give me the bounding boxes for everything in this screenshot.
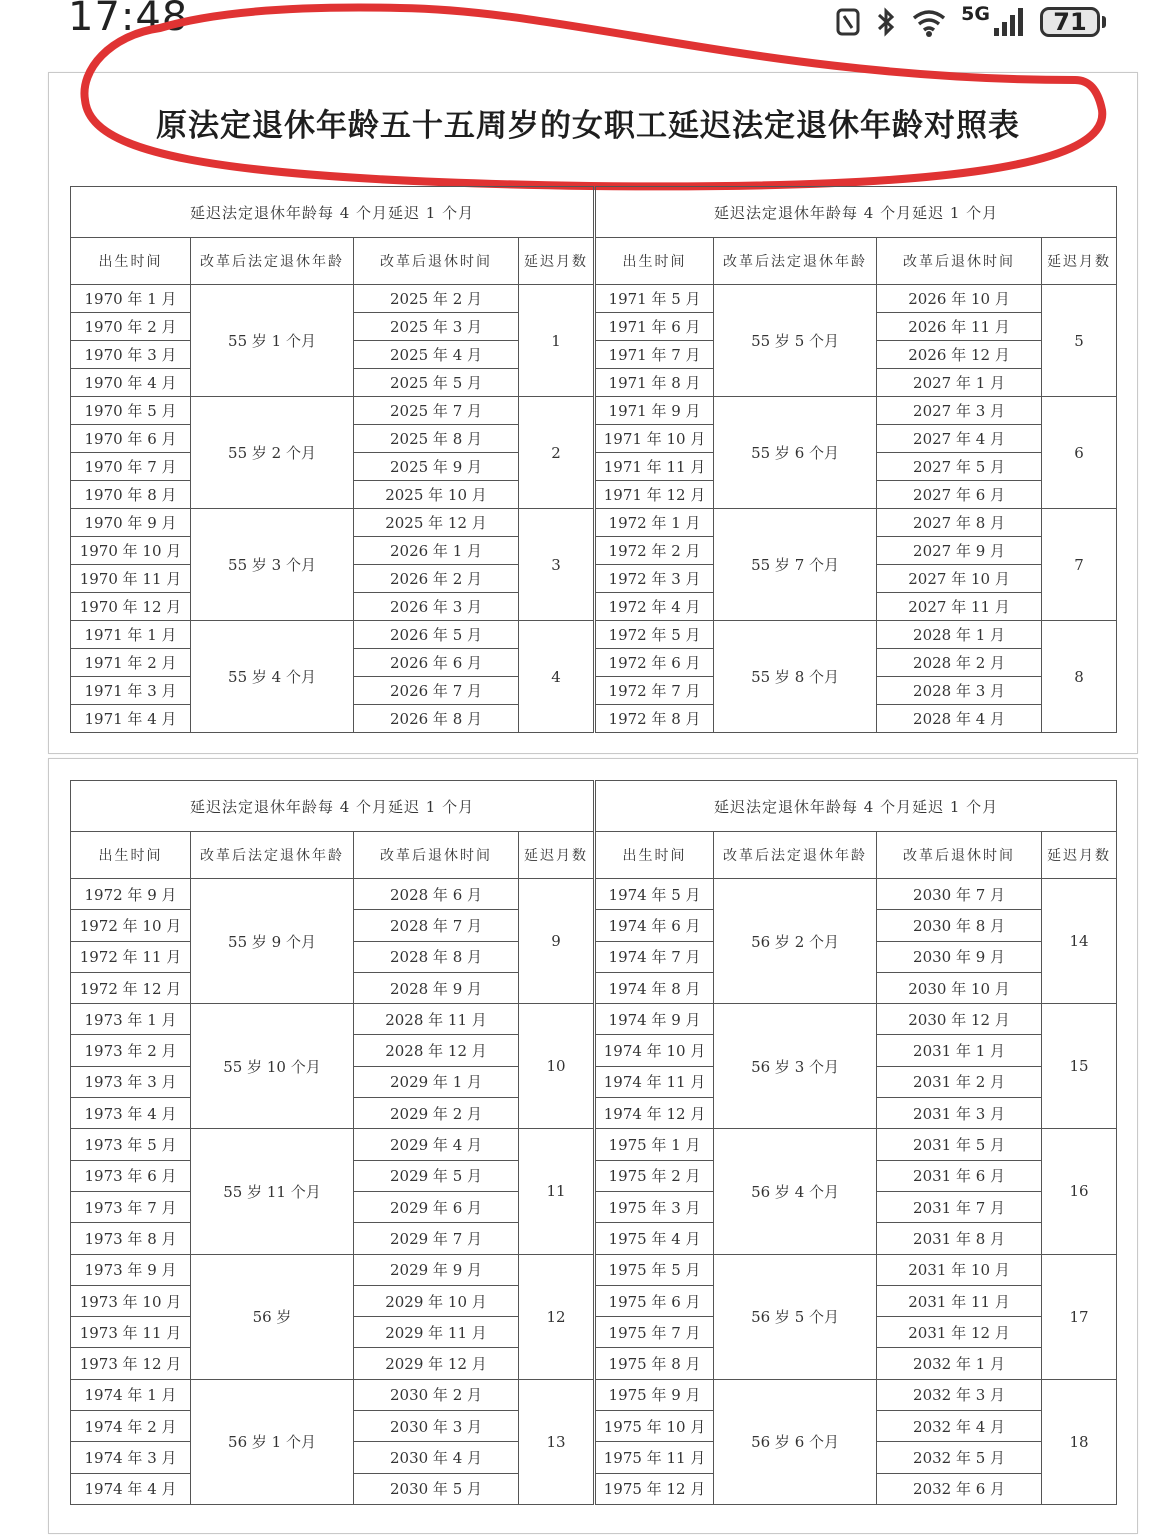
retirement-date-cell: 2029 年 7 月 bbox=[354, 1223, 519, 1254]
birth-date-cell: 1972 年 6 月 bbox=[595, 649, 714, 677]
delay-months-cell: 16 bbox=[1042, 1129, 1117, 1254]
column-header: 延迟月数 bbox=[1042, 832, 1117, 879]
retirement-date-cell: 2027 年 10 月 bbox=[877, 565, 1042, 593]
delay-months-cell: 11 bbox=[519, 1129, 595, 1254]
retirement-date-cell: 2030 年 12 月 bbox=[877, 1004, 1042, 1035]
birth-date-cell: 1970 年 7 月 bbox=[71, 453, 191, 481]
retirement-date-cell: 2031 年 5 月 bbox=[877, 1129, 1042, 1160]
retirement-age-cell: 55 岁 9 个月 bbox=[191, 879, 354, 1004]
retirement-date-cell: 2031 年 2 月 bbox=[877, 1066, 1042, 1097]
retirement-date-cell: 2029 年 11 月 bbox=[354, 1317, 519, 1348]
bluetooth-icon bbox=[875, 6, 897, 38]
birth-date-cell: 1970 年 2 月 bbox=[71, 313, 191, 341]
retirement-date-cell: 2029 年 10 月 bbox=[354, 1285, 519, 1316]
table-row bbox=[71, 1379, 1117, 1410]
column-header: 出生时间 bbox=[71, 832, 191, 879]
birth-date-cell: 1970 年 9 月 bbox=[71, 509, 191, 537]
birth-date-cell: 1971 年 11 月 bbox=[595, 453, 714, 481]
retirement-date-cell: 2032 年 4 月 bbox=[877, 1411, 1042, 1442]
birth-date-cell: 1972 年 12 月 bbox=[71, 972, 191, 1003]
retirement-date-cell: 2025 年 3 月 bbox=[354, 313, 519, 341]
retirement-date-cell: 2028 年 1 月 bbox=[877, 621, 1042, 649]
table-row bbox=[71, 1254, 1117, 1285]
delay-months-cell: 14 bbox=[1042, 879, 1117, 1004]
retirement-age-cell: 55 岁 11 个月 bbox=[191, 1129, 354, 1254]
birth-date-cell: 1973 年 11 月 bbox=[71, 1317, 191, 1348]
retirement-date-cell: 2027 年 4 月 bbox=[877, 425, 1042, 453]
lookup-table-1 bbox=[70, 186, 1117, 733]
wifi-icon bbox=[911, 6, 947, 38]
battery-indicator bbox=[1040, 7, 1106, 37]
birth-date-cell: 1974 年 1 月 bbox=[71, 1379, 191, 1410]
retirement-date-cell: 2028 年 12 月 bbox=[354, 1035, 519, 1066]
birth-date-cell: 1970 年 11 月 bbox=[71, 565, 191, 593]
birth-date-cell: 1970 年 4 月 bbox=[71, 369, 191, 397]
birth-date-cell: 1973 年 5 月 bbox=[71, 1129, 191, 1160]
retirement-date-cell: 2028 年 9 月 bbox=[354, 972, 519, 1003]
retirement-date-cell: 2026 年 3 月 bbox=[354, 593, 519, 621]
birth-date-cell: 1972 年 11 月 bbox=[71, 941, 191, 972]
nfc-icon bbox=[835, 6, 861, 38]
birth-date-cell: 1975 年 12 月 bbox=[595, 1473, 714, 1504]
retirement-age-cell: 55 岁 1 个月 bbox=[191, 285, 354, 397]
column-header: 出生时间 bbox=[595, 832, 714, 879]
birth-date-cell: 1974 年 5 月 bbox=[595, 879, 714, 910]
retirement-date-cell: 2030 年 9 月 bbox=[877, 941, 1042, 972]
birth-date-cell: 1974 年 3 月 bbox=[71, 1442, 191, 1473]
birth-date-cell: 1975 年 6 月 bbox=[595, 1285, 714, 1316]
retirement-date-cell: 2032 年 1 月 bbox=[877, 1348, 1042, 1379]
column-header-row bbox=[71, 238, 1117, 285]
retirement-age-cell: 55 岁 8 个月 bbox=[714, 621, 877, 733]
birth-date-cell: 1971 年 9 月 bbox=[595, 397, 714, 425]
battery-level: 71 bbox=[1040, 7, 1100, 37]
birth-date-cell: 1974 年 11 月 bbox=[595, 1066, 714, 1097]
birth-date-cell: 1971 年 1 月 bbox=[71, 621, 191, 649]
section-header-right: 延迟法定退休年龄每 4 个月延迟 1 个月 bbox=[595, 187, 1117, 238]
retirement-age-cell: 56 岁 5 个月 bbox=[714, 1254, 877, 1379]
birth-date-cell: 1970 年 1 月 bbox=[71, 285, 191, 313]
retirement-age-cell: 56 岁 6 个月 bbox=[714, 1379, 877, 1504]
birth-date-cell: 1975 年 9 月 bbox=[595, 1379, 714, 1410]
retirement-date-cell: 2031 年 8 月 bbox=[877, 1223, 1042, 1254]
retirement-date-cell: 2028 年 7 月 bbox=[354, 910, 519, 941]
retirement-date-cell: 2030 年 7 月 bbox=[877, 879, 1042, 910]
birth-date-cell: 1974 年 10 月 bbox=[595, 1035, 714, 1066]
status-bar bbox=[0, 0, 1176, 48]
table-row bbox=[71, 397, 1117, 425]
lookup-table-2 bbox=[70, 780, 1117, 1505]
table-header-row bbox=[71, 781, 1117, 832]
retirement-age-cell: 55 岁 4 个月 bbox=[191, 621, 354, 733]
retirement-date-cell: 2031 年 1 月 bbox=[877, 1035, 1042, 1066]
column-header: 改革后退休时间 bbox=[354, 832, 519, 879]
retirement-date-cell: 2031 年 6 月 bbox=[877, 1160, 1042, 1191]
birth-date-cell: 1974 年 4 月 bbox=[71, 1473, 191, 1504]
birth-date-cell: 1973 年 10 月 bbox=[71, 1285, 191, 1316]
retirement-date-cell: 2032 年 6 月 bbox=[877, 1473, 1042, 1504]
birth-date-cell: 1970 年 6 月 bbox=[71, 425, 191, 453]
birth-date-cell: 1971 年 6 月 bbox=[595, 313, 714, 341]
retirement-date-cell: 2031 年 7 月 bbox=[877, 1191, 1042, 1222]
retirement-age-cell: 55 岁 10 个月 bbox=[191, 1004, 354, 1129]
retirement-date-cell: 2030 年 10 月 bbox=[877, 972, 1042, 1003]
retirement-date-cell: 2032 年 3 月 bbox=[877, 1379, 1042, 1410]
birth-date-cell: 1975 年 7 月 bbox=[595, 1317, 714, 1348]
retirement-date-cell: 2029 年 4 月 bbox=[354, 1129, 519, 1160]
column-header: 延迟月数 bbox=[519, 832, 595, 879]
delay-months-cell: 17 bbox=[1042, 1254, 1117, 1379]
retirement-date-cell: 2029 年 12 月 bbox=[354, 1348, 519, 1379]
birth-date-cell: 1971 年 12 月 bbox=[595, 481, 714, 509]
retirement-date-cell: 2030 年 2 月 bbox=[354, 1379, 519, 1410]
column-header: 改革后法定退休年龄 bbox=[191, 238, 354, 285]
retirement-date-cell: 2025 年 2 月 bbox=[354, 285, 519, 313]
retirement-age-cell: 55 岁 5 个月 bbox=[714, 285, 877, 397]
retirement-date-cell: 2025 年 4 月 bbox=[354, 341, 519, 369]
retirement-date-cell: 2028 年 2 月 bbox=[877, 649, 1042, 677]
retirement-date-cell: 2026 年 1 月 bbox=[354, 537, 519, 565]
column-header: 出生时间 bbox=[595, 238, 714, 285]
birth-date-cell: 1971 年 8 月 bbox=[595, 369, 714, 397]
column-header: 改革后退休时间 bbox=[877, 238, 1042, 285]
table-row bbox=[71, 621, 1117, 649]
birth-date-cell: 1972 年 8 月 bbox=[595, 705, 714, 733]
retirement-date-cell: 2026 年 5 月 bbox=[354, 621, 519, 649]
birth-date-cell: 1974 年 2 月 bbox=[71, 1411, 191, 1442]
retirement-age-cell: 55 岁 7 个月 bbox=[714, 509, 877, 621]
birth-date-cell: 1975 年 5 月 bbox=[595, 1254, 714, 1285]
retirement-date-cell: 2025 年 9 月 bbox=[354, 453, 519, 481]
birth-date-cell: 1975 年 3 月 bbox=[595, 1191, 714, 1222]
birth-date-cell: 1972 年 10 月 bbox=[71, 910, 191, 941]
table-row bbox=[71, 509, 1117, 537]
retirement-date-cell: 2027 年 6 月 bbox=[877, 481, 1042, 509]
birth-date-cell: 1971 年 2 月 bbox=[71, 649, 191, 677]
retirement-date-cell: 2027 年 8 月 bbox=[877, 509, 1042, 537]
retirement-date-cell: 2032 年 5 月 bbox=[877, 1442, 1042, 1473]
retirement-date-cell: 2027 年 1 月 bbox=[877, 369, 1042, 397]
birth-date-cell: 1970 年 10 月 bbox=[71, 537, 191, 565]
retirement-age-cell: 55 岁 6 个月 bbox=[714, 397, 877, 509]
delay-months-cell: 6 bbox=[1042, 397, 1117, 509]
retirement-date-cell: 2028 年 8 月 bbox=[354, 941, 519, 972]
retirement-date-cell: 2027 年 3 月 bbox=[877, 397, 1042, 425]
delay-months-cell: 18 bbox=[1042, 1379, 1117, 1504]
birth-date-cell: 1972 年 2 月 bbox=[595, 537, 714, 565]
birth-date-cell: 1972 年 4 月 bbox=[595, 593, 714, 621]
birth-date-cell: 1971 年 4 月 bbox=[71, 705, 191, 733]
retirement-date-cell: 2030 年 4 月 bbox=[354, 1442, 519, 1473]
birth-date-cell: 1974 年 8 月 bbox=[595, 972, 714, 1003]
delay-months-cell: 5 bbox=[1042, 285, 1117, 397]
birth-date-cell: 1973 年 1 月 bbox=[71, 1004, 191, 1035]
network-type: 5G bbox=[961, 3, 990, 25]
retirement-age-cell: 56 岁 3 个月 bbox=[714, 1004, 877, 1129]
retirement-date-cell: 2025 年 10 月 bbox=[354, 481, 519, 509]
table-header-row bbox=[71, 187, 1117, 238]
section-header-left: 延迟法定退休年龄每 4 个月延迟 1 个月 bbox=[71, 781, 595, 832]
delay-months-cell: 8 bbox=[1042, 621, 1117, 733]
retirement-date-cell: 2028 年 3 月 bbox=[877, 677, 1042, 705]
delay-months-cell: 13 bbox=[519, 1379, 595, 1504]
retirement-age-cell: 55 岁 3 个月 bbox=[191, 509, 354, 621]
column-header: 改革后退休时间 bbox=[354, 238, 519, 285]
retirement-date-cell: 2027 年 11 月 bbox=[877, 593, 1042, 621]
birth-date-cell: 1971 年 10 月 bbox=[595, 425, 714, 453]
retirement-date-cell: 2028 年 11 月 bbox=[354, 1004, 519, 1035]
table-row bbox=[71, 879, 1117, 910]
retirement-date-cell: 2025 年 8 月 bbox=[354, 425, 519, 453]
delay-months-cell: 1 bbox=[519, 285, 595, 397]
birth-date-cell: 1973 年 2 月 bbox=[71, 1035, 191, 1066]
birth-date-cell: 1975 年 11 月 bbox=[595, 1442, 714, 1473]
column-header: 改革后法定退休年龄 bbox=[714, 832, 877, 879]
document-title: 原法定退休年龄五十五周岁的女职工延迟法定退休年龄对照表 bbox=[156, 108, 1020, 144]
column-header: 改革后法定退休年龄 bbox=[191, 832, 354, 879]
table-row bbox=[71, 1004, 1117, 1035]
birth-date-cell: 1974 年 7 月 bbox=[595, 941, 714, 972]
table-row bbox=[71, 1129, 1117, 1160]
birth-date-cell: 1971 年 3 月 bbox=[71, 677, 191, 705]
birth-date-cell: 1971 年 5 月 bbox=[595, 285, 714, 313]
retirement-age-cell: 55 岁 2 个月 bbox=[191, 397, 354, 509]
retirement-date-cell: 2027 年 5 月 bbox=[877, 453, 1042, 481]
delay-months-cell: 7 bbox=[1042, 509, 1117, 621]
retirement-age-cell: 56 岁 1 个月 bbox=[191, 1379, 354, 1504]
section-header-right: 延迟法定退休年龄每 4 个月延迟 1 个月 bbox=[595, 781, 1117, 832]
retirement-date-cell: 2026 年 12 月 bbox=[877, 341, 1042, 369]
column-header: 改革后退休时间 bbox=[877, 832, 1042, 879]
retirement-date-cell: 2025 年 5 月 bbox=[354, 369, 519, 397]
column-header: 改革后法定退休年龄 bbox=[714, 238, 877, 285]
birth-date-cell: 1971 年 7 月 bbox=[595, 341, 714, 369]
retirement-date-cell: 2031 年 12 月 bbox=[877, 1317, 1042, 1348]
retirement-date-cell: 2026 年 7 月 bbox=[354, 677, 519, 705]
delay-months-cell: 10 bbox=[519, 1004, 595, 1129]
retirement-age-cell: 56 岁 4 个月 bbox=[714, 1129, 877, 1254]
retirement-date-cell: 2030 年 8 月 bbox=[877, 910, 1042, 941]
retirement-date-cell: 2031 年 11 月 bbox=[877, 1285, 1042, 1316]
retirement-date-cell: 2031 年 3 月 bbox=[877, 1098, 1042, 1129]
retirement-date-cell: 2030 年 5 月 bbox=[354, 1473, 519, 1504]
retirement-date-cell: 2029 年 6 月 bbox=[354, 1191, 519, 1222]
delay-months-cell: 2 bbox=[519, 397, 595, 509]
retirement-date-cell: 2031 年 10 月 bbox=[877, 1254, 1042, 1285]
birth-date-cell: 1973 年 9 月 bbox=[71, 1254, 191, 1285]
signal-icon bbox=[992, 6, 1026, 38]
retirement-age-cell: 56 岁 bbox=[191, 1254, 354, 1379]
birth-date-cell: 1972 年 7 月 bbox=[595, 677, 714, 705]
birth-date-cell: 1975 年 4 月 bbox=[595, 1223, 714, 1254]
birth-date-cell: 1973 年 12 月 bbox=[71, 1348, 191, 1379]
birth-date-cell: 1975 年 2 月 bbox=[595, 1160, 714, 1191]
section-header-left: 延迟法定退休年龄每 4 个月延迟 1 个月 bbox=[71, 187, 595, 238]
birth-date-cell: 1972 年 1 月 bbox=[595, 509, 714, 537]
retirement-date-cell: 2029 年 5 月 bbox=[354, 1160, 519, 1191]
birth-date-cell: 1973 年 3 月 bbox=[71, 1066, 191, 1097]
status-time: 17:48 bbox=[68, 0, 189, 40]
birth-date-cell: 1970 年 8 月 bbox=[71, 481, 191, 509]
retirement-date-cell: 2027 年 9 月 bbox=[877, 537, 1042, 565]
birth-date-cell: 1972 年 9 月 bbox=[71, 879, 191, 910]
delay-months-cell: 9 bbox=[519, 879, 595, 1004]
birth-date-cell: 1973 年 4 月 bbox=[71, 1098, 191, 1129]
birth-date-cell: 1975 年 8 月 bbox=[595, 1348, 714, 1379]
retirement-date-cell: 2026 年 8 月 bbox=[354, 705, 519, 733]
retirement-date-cell: 2026 年 11 月 bbox=[877, 313, 1042, 341]
birth-date-cell: 1970 年 3 月 bbox=[71, 341, 191, 369]
retirement-date-cell: 2030 年 3 月 bbox=[354, 1411, 519, 1442]
birth-date-cell: 1975 年 10 月 bbox=[595, 1411, 714, 1442]
birth-date-cell: 1972 年 3 月 bbox=[595, 565, 714, 593]
birth-date-cell: 1970 年 12 月 bbox=[71, 593, 191, 621]
retirement-age-cell: 56 岁 2 个月 bbox=[714, 879, 877, 1004]
retirement-date-cell: 2028 年 4 月 bbox=[877, 705, 1042, 733]
status-icons bbox=[835, 3, 1106, 38]
retirement-date-cell: 2029 年 2 月 bbox=[354, 1098, 519, 1129]
retirement-date-cell: 2029 年 9 月 bbox=[354, 1254, 519, 1285]
column-header: 延迟月数 bbox=[519, 238, 595, 285]
column-header: 延迟月数 bbox=[1042, 238, 1117, 285]
birth-date-cell: 1973 年 8 月 bbox=[71, 1223, 191, 1254]
retirement-date-cell: 2028 年 6 月 bbox=[354, 879, 519, 910]
column-header: 出生时间 bbox=[71, 238, 191, 285]
retirement-date-cell: 2029 年 1 月 bbox=[354, 1066, 519, 1097]
retirement-date-cell: 2026 年 10 月 bbox=[877, 285, 1042, 313]
birth-date-cell: 1973 年 7 月 bbox=[71, 1191, 191, 1222]
table-row bbox=[71, 285, 1117, 313]
birth-date-cell: 1974 年 6 月 bbox=[595, 910, 714, 941]
birth-date-cell: 1974 年 9 月 bbox=[595, 1004, 714, 1035]
birth-date-cell: 1974 年 12 月 bbox=[595, 1098, 714, 1129]
birth-date-cell: 1975 年 1 月 bbox=[595, 1129, 714, 1160]
retirement-date-cell: 2026 年 6 月 bbox=[354, 649, 519, 677]
battery-tip bbox=[1102, 16, 1106, 28]
retirement-date-cell: 2025 年 7 月 bbox=[354, 397, 519, 425]
birth-date-cell: 1973 年 6 月 bbox=[71, 1160, 191, 1191]
retirement-date-cell: 2025 年 12 月 bbox=[354, 509, 519, 537]
birth-date-cell: 1970 年 5 月 bbox=[71, 397, 191, 425]
birth-date-cell: 1972 年 5 月 bbox=[595, 621, 714, 649]
delay-months-cell: 12 bbox=[519, 1254, 595, 1379]
delay-months-cell: 3 bbox=[519, 509, 595, 621]
delay-months-cell: 15 bbox=[1042, 1004, 1117, 1129]
delay-months-cell: 4 bbox=[519, 621, 595, 733]
retirement-date-cell: 2026 年 2 月 bbox=[354, 565, 519, 593]
column-header-row bbox=[71, 832, 1117, 879]
